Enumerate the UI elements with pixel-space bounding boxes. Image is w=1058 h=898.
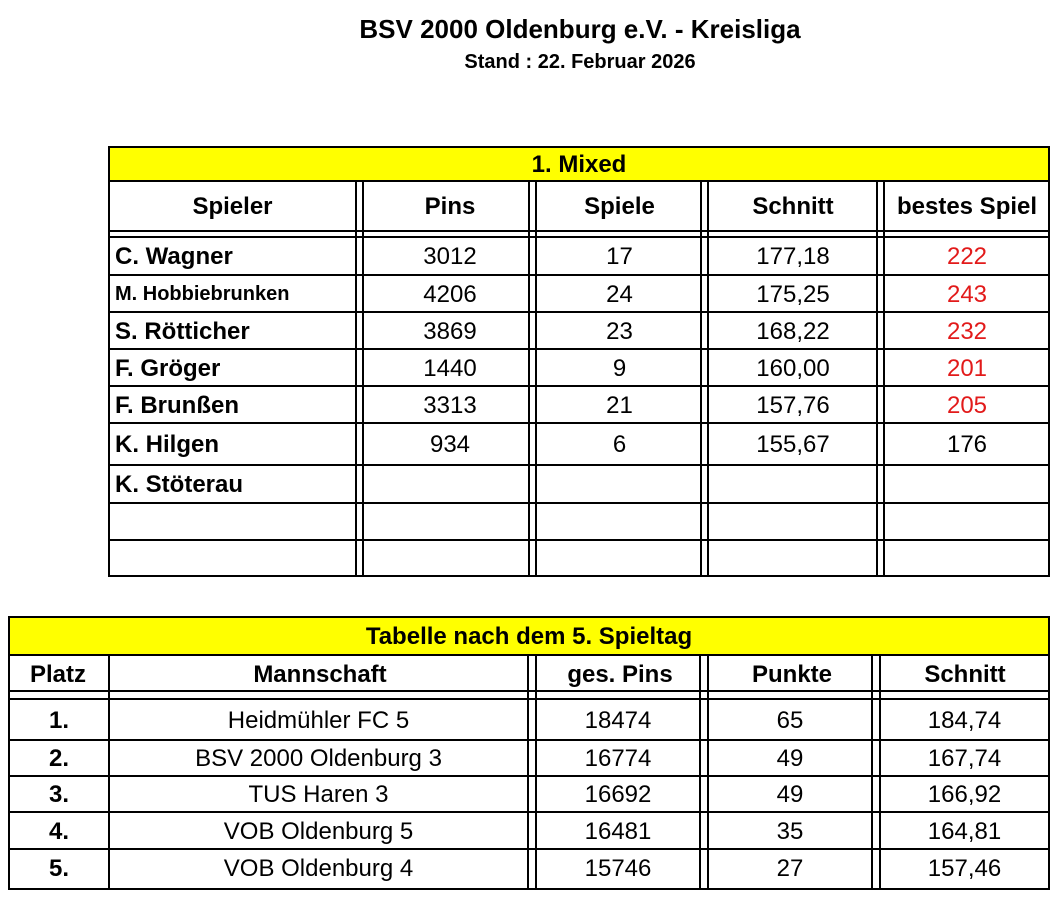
player-name: C. Wagner — [115, 243, 233, 270]
player-name — [110, 504, 355, 541]
team-points: 49 — [776, 745, 804, 772]
team-points: 49 — [776, 781, 804, 808]
player-name: K. Hilgen — [115, 431, 220, 458]
col-header-team: Mannschaft — [253, 661, 387, 688]
player-best-game: 222 — [946, 243, 988, 270]
players-table-title: 1. Mixed — [110, 148, 1048, 182]
team-total-pins: 16481 — [584, 818, 652, 845]
player-average: 175,25 — [756, 281, 830, 308]
player-pins: 1440 — [423, 355, 477, 382]
column-divider — [883, 182, 885, 575]
players-table — [108, 146, 1050, 577]
player-games: 21 — [606, 392, 633, 419]
player-games: 23 — [606, 318, 633, 345]
player-best-game — [886, 504, 1048, 541]
team-rank: 5. — [48, 855, 69, 882]
team-rank: 3. — [48, 781, 69, 808]
team-name: VOB Oldenburg 5 — [223, 818, 414, 845]
player-games: 17 — [606, 243, 633, 270]
team-name: TUS Haren 3 — [248, 781, 389, 808]
team-name: Heidmühler FC 5 — [227, 707, 410, 734]
col-header-average: Schnitt — [924, 661, 1006, 688]
player-name: M. Hobbiebrunken — [115, 283, 290, 305]
player-average — [708, 466, 878, 503]
player-name: F. Gröger — [115, 355, 221, 382]
column-divider — [527, 656, 529, 888]
player-average: 155,67 — [756, 431, 830, 458]
standings-table-title: Tabelle nach dem 5. Spieltag — [10, 618, 1048, 656]
player-average — [708, 504, 878, 541]
column-divider — [362, 182, 364, 575]
player-pins — [365, 504, 535, 541]
page-title: BSV 2000 Oldenburg e.V. - Kreisliga — [359, 14, 801, 44]
player-best-game: 243 — [946, 281, 988, 308]
player-best-game: 205 — [946, 392, 988, 419]
team-average: 166,92 — [927, 781, 1002, 808]
player-average: 160,00 — [756, 355, 830, 382]
header-divider — [10, 690, 1048, 692]
column-divider — [871, 656, 873, 888]
player-pins: 4206 — [423, 281, 477, 308]
player-pins — [365, 466, 535, 503]
team-rank: 2. — [48, 745, 69, 772]
col-header-rank: Platz — [29, 661, 86, 688]
team-points: 27 — [776, 855, 804, 882]
col-header-pins: Pins — [424, 193, 476, 220]
player-best-game: 201 — [946, 355, 988, 382]
player-games: 24 — [606, 281, 633, 308]
team-average: 157,46 — [927, 855, 1002, 882]
player-pins: 934 — [429, 431, 471, 458]
team-total-pins: 16692 — [584, 781, 652, 808]
player-games — [537, 466, 702, 503]
header-divider — [110, 230, 1048, 232]
column-divider — [699, 656, 701, 888]
col-header-average: Schnitt — [752, 193, 834, 220]
player-average — [708, 541, 878, 578]
team-points: 65 — [776, 707, 804, 734]
player-pins — [365, 541, 535, 578]
player-name: S. Rötticher — [115, 318, 250, 345]
player-average: 157,76 — [756, 392, 830, 419]
team-name: VOB Oldenburg 4 — [223, 855, 414, 882]
player-average: 177,18 — [756, 243, 830, 270]
team-total-pins: 15746 — [584, 855, 652, 882]
col-header-best-game: bestes Spiel — [896, 193, 1038, 220]
col-header-total-pins: ges. Pins — [567, 661, 673, 688]
player-best-game: 232 — [946, 318, 988, 345]
page-subtitle: Stand : 22. Februar 2026 — [464, 51, 696, 73]
team-average: 164,81 — [927, 818, 1002, 845]
player-pins: 3012 — [423, 243, 477, 270]
player-games — [537, 541, 702, 578]
team-name: BSV 2000 Oldenburg 3 — [195, 745, 442, 772]
team-points: 35 — [776, 818, 804, 845]
player-pins: 3313 — [423, 392, 477, 419]
player-best-game: 176 — [946, 431, 988, 458]
player-name: F. Brunßen — [115, 392, 239, 419]
player-pins: 3869 — [423, 318, 477, 345]
team-total-pins: 16774 — [584, 745, 652, 772]
player-games: 6 — [612, 431, 627, 458]
player-best-game — [886, 466, 1048, 503]
col-header-points: Punkte — [751, 661, 832, 688]
header-divider — [10, 698, 1048, 700]
col-header-games: Spiele — [584, 193, 655, 220]
team-average: 167,74 — [927, 745, 1002, 772]
player-name: K. Stöterau — [115, 471, 244, 498]
column-divider — [355, 182, 357, 575]
team-average: 184,74 — [927, 707, 1002, 734]
player-average: 168,22 — [756, 318, 830, 345]
team-total-pins: 18474 — [584, 707, 652, 734]
player-best-game — [886, 541, 1048, 578]
player-name — [110, 541, 355, 578]
player-games — [537, 504, 702, 541]
player-games: 9 — [612, 355, 627, 382]
team-rank: 1. — [48, 707, 69, 734]
col-header-player: Spieler — [192, 193, 273, 220]
team-rank: 4. — [48, 818, 69, 845]
standings-table — [8, 616, 1050, 890]
